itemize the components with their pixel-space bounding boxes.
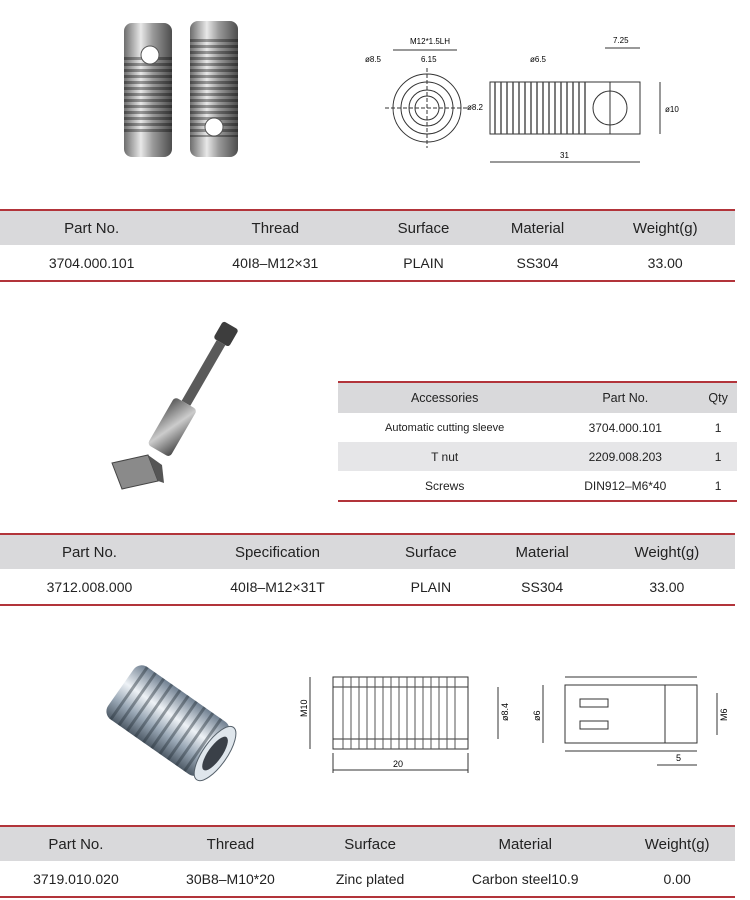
dim-d85: ø8.5 (365, 55, 382, 64)
cell-specification: 40I8–M12×31T (179, 569, 376, 605)
cell-thread: 30B8–M10*20 (152, 861, 309, 897)
col-surface: Surface (309, 826, 431, 861)
cell-qty: 1 (699, 471, 737, 501)
col-thread: Thread (183, 210, 367, 245)
col-weight: Weight(g) (619, 826, 735, 861)
cell-weight: 33.00 (599, 569, 735, 605)
table-row (338, 413, 737, 442)
col-part-no: Part No. (0, 826, 152, 861)
dim-d82: ø8.2 (467, 103, 484, 112)
cell-weight: 0.00 (619, 861, 735, 897)
table-row (338, 442, 737, 471)
col-surface: Surface (367, 210, 479, 245)
table-header (0, 210, 735, 245)
cell-accessory: T nut (338, 442, 551, 471)
spec-table-1 (0, 209, 735, 282)
col-thread: Thread (152, 826, 309, 861)
col-material: Material (431, 826, 619, 861)
table-header (0, 826, 735, 861)
spec-table-2 (0, 533, 735, 606)
threaded-sleeve-photo (110, 15, 250, 165)
cell-accessory: Automatic cutting sleeve (385, 421, 505, 434)
accessories-table (338, 381, 737, 502)
cell-accessory: Screws (338, 471, 551, 501)
cell-thread: 40I8–M12×31 (183, 245, 367, 281)
dim-d84: ø8.4 (500, 702, 510, 721)
col-qty: Qty (699, 382, 737, 413)
table-row (0, 245, 735, 281)
cell-weight: 33.00 (595, 245, 735, 281)
dim-d65: ø6.5 (530, 55, 547, 64)
col-material: Material (486, 534, 599, 569)
cell-material: SS304 (486, 569, 599, 605)
col-accessories: Accessories (338, 382, 551, 413)
cell-qty: 1 (714, 420, 722, 435)
dim-thread-label: M12*1.5LH (410, 37, 451, 46)
col-material: Material (480, 210, 596, 245)
dim-m10: M10 (299, 699, 309, 717)
cell-material: SS304 (480, 245, 596, 281)
cell-part-no: 2209.008.203 (551, 442, 699, 471)
col-weight: Weight(g) (599, 534, 735, 569)
dim-d6: ø6 (532, 710, 542, 721)
col-part-no: Part No. (551, 382, 699, 413)
table-row (0, 569, 735, 605)
col-part-no: Part No. (0, 210, 183, 245)
cell-surface: PLAIN (376, 569, 486, 605)
cell-material: Carbon steel10.9 (431, 861, 619, 897)
cell-part-no: 3719.010.020 (0, 861, 152, 897)
dim-m6: M6 (719, 708, 729, 721)
cell-surface: Zinc plated (309, 861, 431, 897)
cell-surface: PLAIN (367, 245, 479, 281)
sleeve-technical-drawing (355, 30, 690, 175)
cell-part-no: 3704.000.101 (0, 245, 183, 281)
dim-5: 5 (676, 753, 682, 763)
col-part-no: Part No. (0, 534, 179, 569)
cell-qty: 1 (699, 442, 737, 471)
zinc-sleeve-photo (90, 650, 250, 795)
table-header (0, 534, 735, 569)
col-specification: Specification (179, 534, 376, 569)
zinc-sleeve-drawing (295, 655, 735, 780)
spec-table-3 (0, 825, 735, 898)
dim-615: 6.15 (421, 55, 437, 64)
dim-31: 31 (560, 151, 569, 160)
dim-20: 20 (393, 759, 404, 769)
cell-part-no: 3712.008.000 (0, 569, 179, 605)
col-surface: Surface (376, 534, 486, 569)
cell-part-no: 3704.000.101 (588, 420, 662, 435)
cell-part-no: DIN912–M6*40 (551, 471, 699, 501)
col-weight: Weight(g) (595, 210, 735, 245)
table-header (338, 382, 737, 413)
assembly-photo (100, 305, 270, 505)
table-row (338, 471, 737, 501)
dim-725: 7.25 (613, 36, 629, 45)
dim-d10: ø10 (665, 105, 679, 114)
table-row (0, 861, 735, 897)
